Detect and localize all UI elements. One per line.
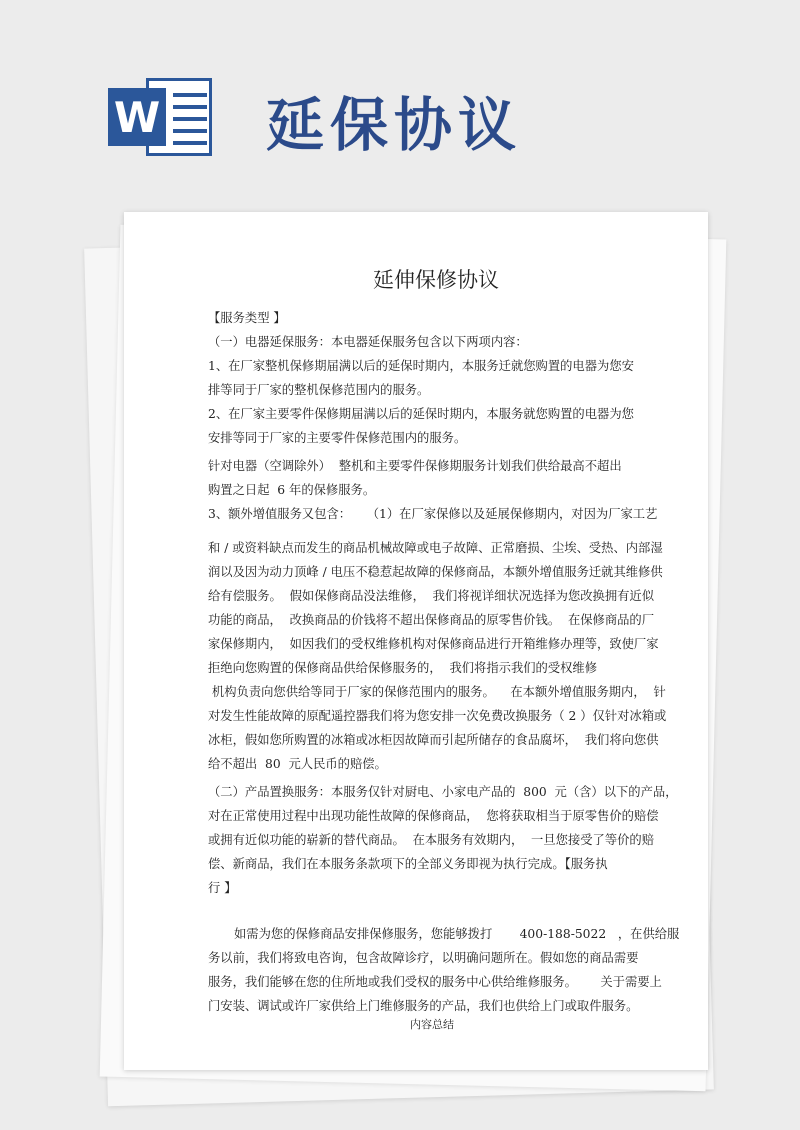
paragraph-line: 服务，我们能够在您的住所地或我们受权的服务中心供给维修服务。 关于需要上 [208,975,662,989]
paragraph-line: 给有偿服务。 假如保修商品没法维修， 我们将视详细状况选择为您改换拥有近似 [208,589,655,603]
paragraph-line: 排等同于厂家的整机保修范围内的服务。 [208,383,430,397]
section-type-heading: 【服务类型 】 [208,311,286,325]
paragraph-line: 冰柜，假如您所购置的冰箱或冰柜因故障而引起所储存的食品腐坏， 我们将向您供 [208,733,659,747]
word-icon [108,78,214,156]
paragraph-line: 对在正常使用过程中出现功能性故障的保修商品， 您将获取相当于原零售价的赔偿 [208,809,659,823]
paragraph-line: 或拥有近似功能的崭新的替代商品。 在本服务有效期内， 一旦您接受了等价的赔 [208,833,655,847]
paragraph-line: 针对电器（空调除外） 整机和主要零件保修期服务计划我们供给最高不超出 [208,459,622,473]
paragraph-line: 1、在厂家整机保修期届满以后的延保时期内，本服务迁就您购置的电器为您安 [208,359,634,373]
paragraph-line: 机构负责向您供给等同于厂家的保修范围内的服务。 在本额外增值服务期内， 针 [208,685,666,699]
section-execution-heading: 行 】 [208,881,237,895]
paragraph-line: 如需为您的保修商品安排保修服务，您能够拨打 400-188-5022 ，在供给服 [234,927,680,941]
paragraph-line: 对发生性能故障的原配遥控器我们将为您安排一次免费改换服务（ 2 ）仅针对冰箱或 [208,709,667,723]
paragraph-line: 门安装、调试或许厂家供给上门维修服务的产品，我们也供给上门或取件服务。 [208,999,639,1013]
paragraph-line: 2、在厂家主要零件保修期届满以后的延保时期内，本服务就您购置的电器为您 [208,407,634,421]
paragraph-line: 偿、新商品，我们在本服务条款项下的全部义务即视为执行完成。【服务执 [208,857,608,871]
content-summary-label: 内容总结 [410,1018,454,1031]
paragraph-line: 家保修期内， 如因我们的受权维修机构对保修商品进行开箱维修办理等，致使厂家 [208,637,659,651]
header [0,0,800,200]
paragraph-line: 拒绝向您购置的保修商品供给保修服务的， 我们将指示我们的受权维修 [208,661,598,675]
paragraph-line: 务以前，我们将致电咨询，包含故障诊疗，以明确问题所在。假如您的商品需要 [208,951,639,965]
paragraph-line: 给不超出 80 元人民币的赔偿。 [208,757,387,771]
paragraph-line: 安排等同于厂家的主要零件保修范围内的服务。 [208,431,467,445]
document-page [124,212,708,1070]
paragraph-line: （二）产品置换服务：本服务仅针对厨电、小家电产品的 800 元（含）以下的产品， [208,785,678,799]
paragraph-line: 润以及因为动力顶峰 / 电压不稳惹起故障的保修商品，本额外增值服务迁就其维修供 [208,565,663,579]
paragraph-line: 3、额外增值服务又包含： （1）在厂家保修以及延展保修期内，对因为厂家工艺 [208,507,658,521]
document-title: 延伸保修协议 [373,268,499,292]
paragraph-line: 购置之日起 6 年的保修服务。 [208,483,376,497]
paragraph-line: 和 / 或资料缺点而发生的商品机械故障或电子故障、正常磨损、尘埃、受热、内部湿 [208,541,663,555]
word-badge-letter: W [108,88,166,146]
paragraph-line: 功能的商品， 改换商品的价钱将不超出保修商品的原零售价钱。 在保修商品的厂 [208,613,655,627]
paragraph-line: （一）电器延保服务：本电器延保服务包含以下两项内容： [208,335,528,349]
page-title: 延保协议 [266,91,523,159]
